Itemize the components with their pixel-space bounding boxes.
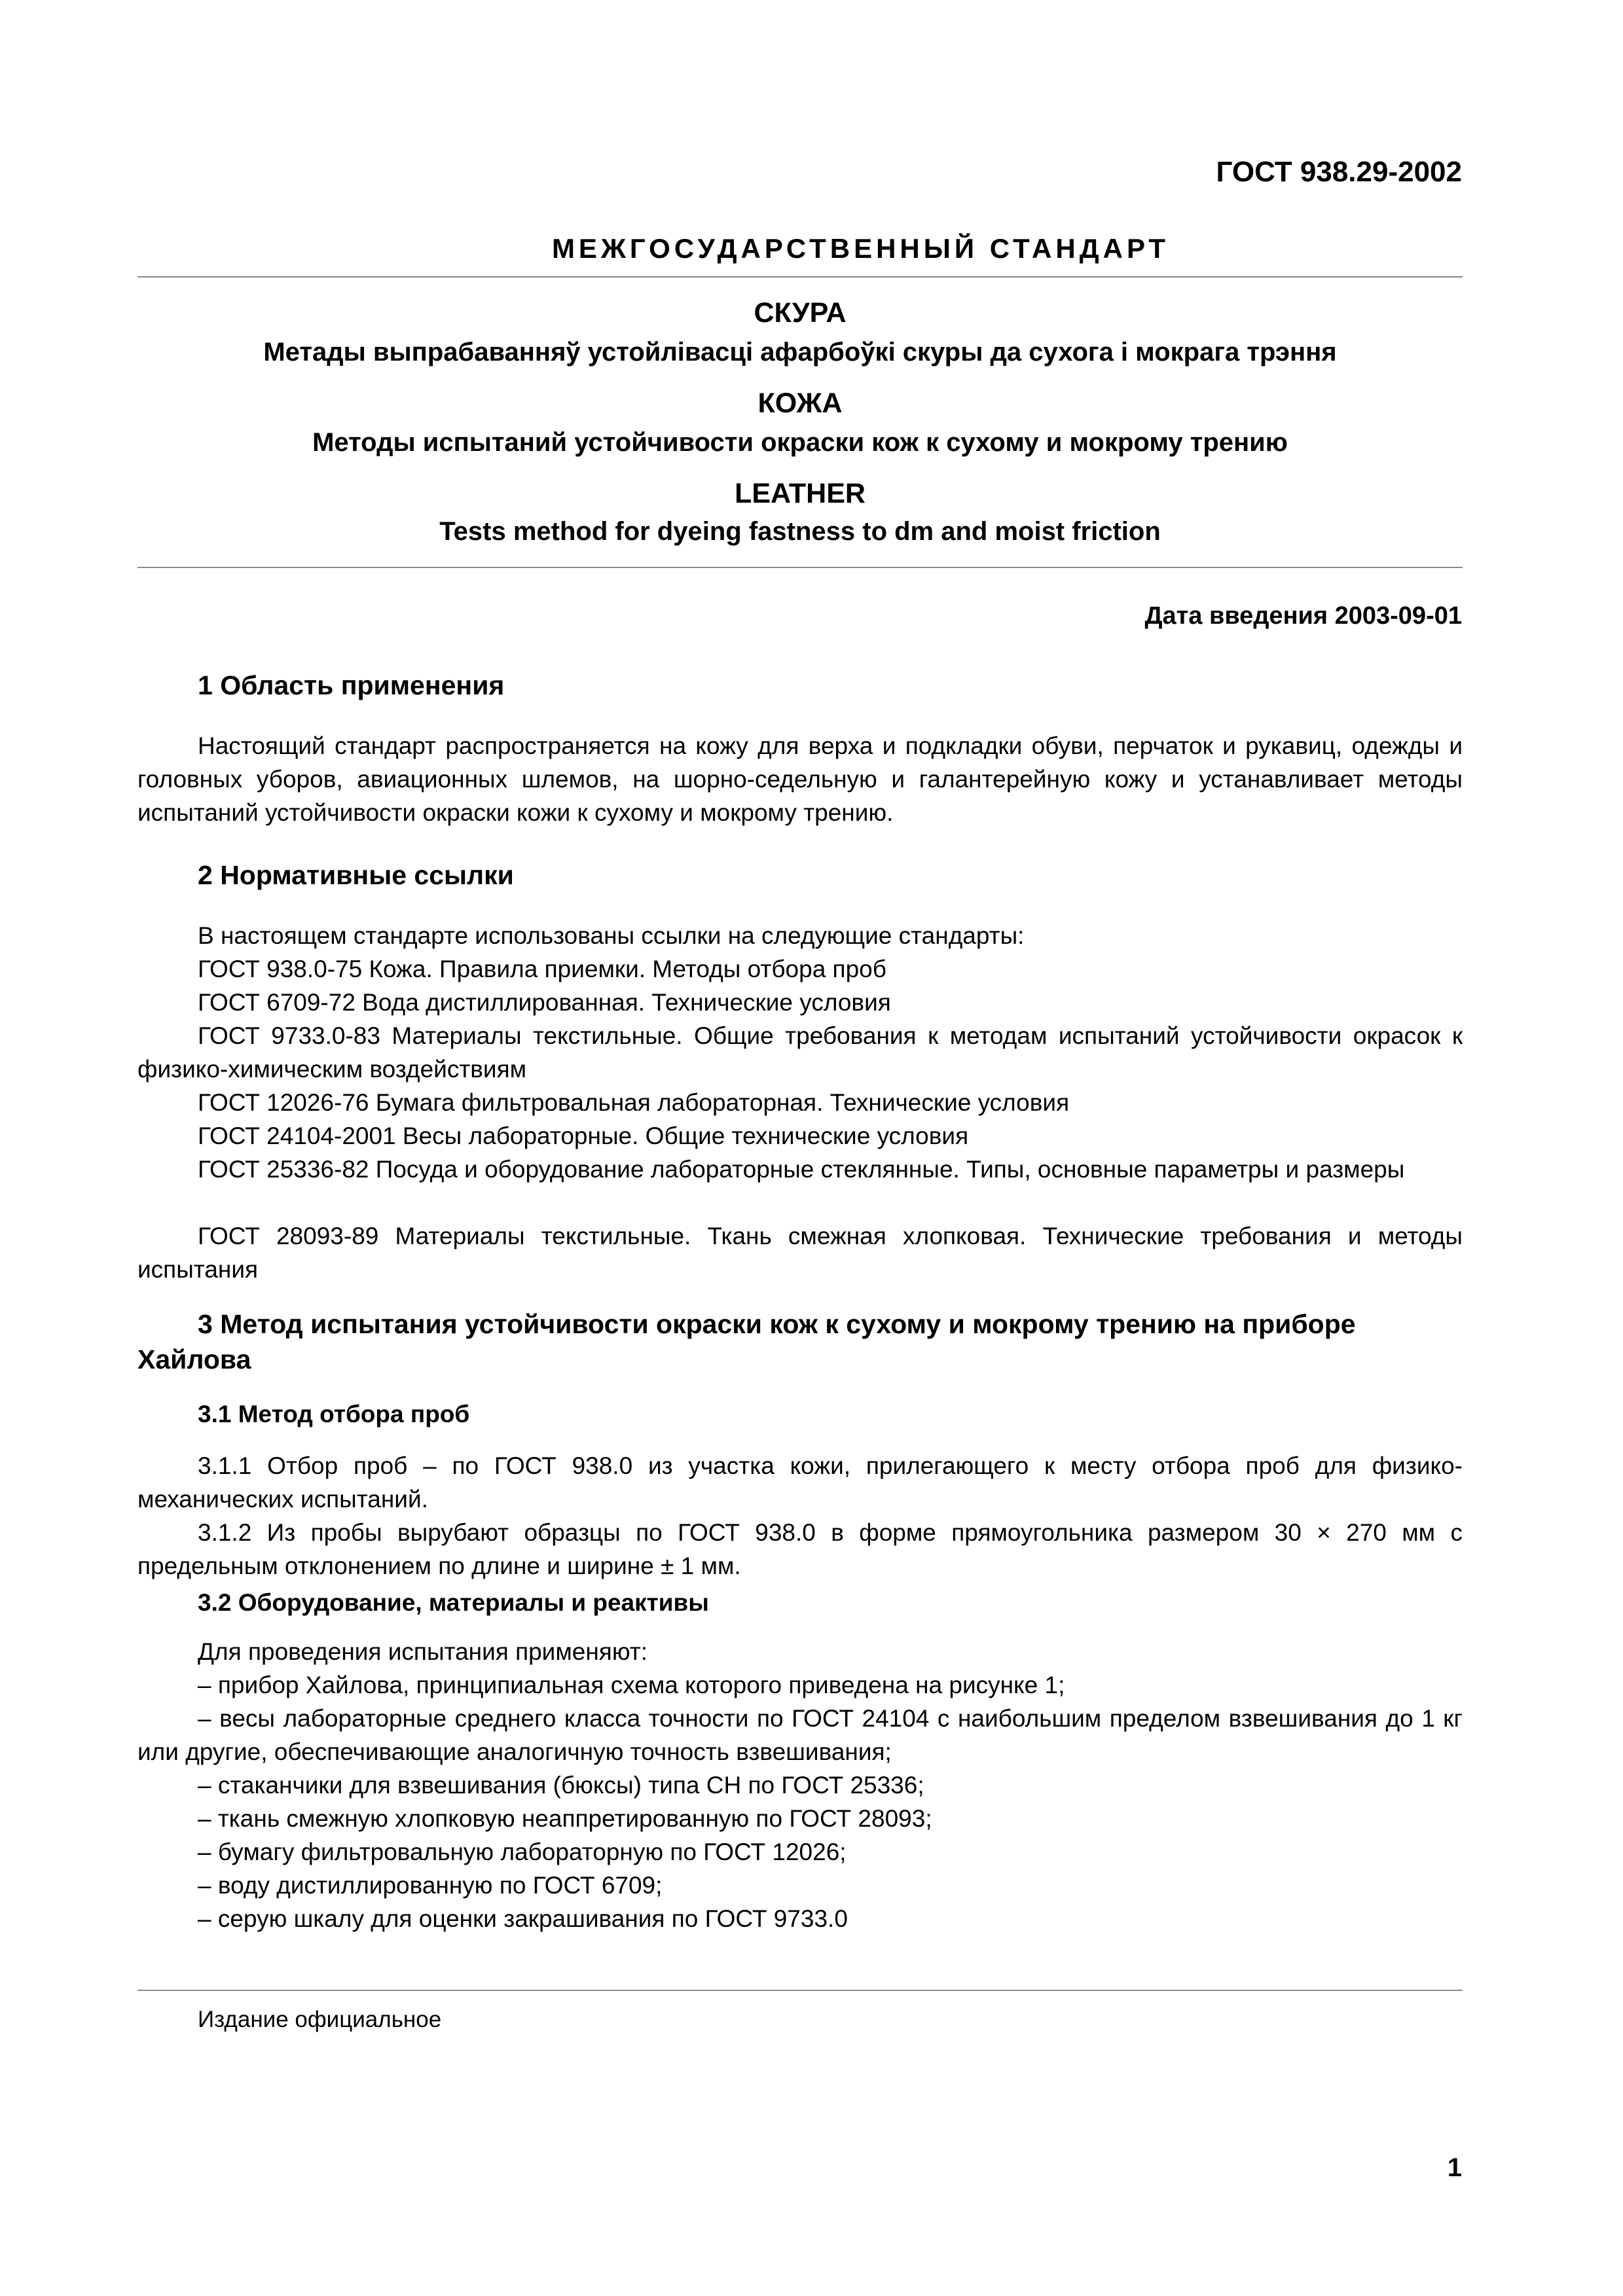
section-3-heading: 3 Метод испытания устойчивости окраски кож к сухому и мокрому трению на приборе Хайлова <box>137 1309 1356 1374</box>
section-2-intro: В настоящем стандарте использованы ссылки на следующие стандарты: <box>198 922 1025 949</box>
equipment-item: – воду дистиллированную по ГОСТ 6709; <box>198 1872 663 1899</box>
equipment-item: – серую шкалу для оценки закрашивания по ГОСТ 9733.0 <box>198 1905 848 1932</box>
official-edition-note: Издание официальное <box>198 2007 442 2032</box>
equipment-item: – стаканчики для взвешивания (бюксы) типа СН по ГОСТ 25336; <box>198 1772 924 1799</box>
introduction-date: Дата введения 2003-09-01 <box>1144 602 1462 630</box>
equipment-item: – прибор Хайлова, принципиальная схема которого приведена на рисунке 1; <box>198 1672 1065 1698</box>
divider-bottom <box>137 567 1463 568</box>
section-3-1-2-text: 3.1.2 Из пробы вырубают образцы по ГОСТ 938.0 в форме прямоугольника размером 30 × 270 мм с предельным отклонением по длине и ширине ± 1 мм. <box>137 1519 1463 1579</box>
reference-item: ГОСТ 9733.0-83 Материалы текстильные. Общие требования к методам испытаний устойчивости окрасок к физико-химическим воздействиям <box>137 1022 1463 1083</box>
equipment-item: – ткань смежную хлопковую неаппретированную по ГОСТ 28093; <box>198 1805 932 1832</box>
reference-item: ГОСТ 28093-89 Материалы текстильные. Ткань смежная хлопковая. Технические требования и методы испытания <box>137 1223 1463 1283</box>
section-3-1-1-text: 3.1.1 Отбор проб – по ГОСТ 938.0 из участка кожи, прилегающего к месту отбора проб для физико-механических испытаний. <box>137 1452 1463 1513</box>
section-2-heading: 2 Нормативные ссылки <box>198 860 514 890</box>
equipment-item: – бумагу фильтровальную лабораторную по ГОСТ 12026; <box>198 1839 847 1865</box>
equipment-item: – весы лабораторные среднего класса точности по ГОСТ 24104 с наибольшим пределом взвешивания до 1 кг или другие, обеспечивающие аналогичную точность взвешивания; <box>137 1705 1463 1765</box>
footer-divider <box>137 1990 1463 1991</box>
section-3-1-heading: 3.1 Метод отбора проб <box>198 1401 470 1427</box>
page-number: 1 <box>1447 2153 1462 2182</box>
document-number: ГОСТ 938.29-2002 <box>1216 156 1462 188</box>
section-1-text: Настоящий стандарт распространяется на кожу для верха и подкладки обуви, перчаток и рукавиц, одежды и головных уборов, авиационных шлемов, на шорно-седельную и галантерейную кожу и устанавливает методы испытаний устойчивости окраски кожи к сухому и мокрому трению. <box>137 732 1463 826</box>
reference-item: ГОСТ 938.0-75 Кожа. Правила приемки. Методы отбора проб <box>198 956 886 982</box>
title-by-heading: СКУРА <box>754 297 847 329</box>
section-1-heading: 1 Область применения <box>198 670 505 700</box>
reference-item: ГОСТ 12026-76 Бумага фильтровальная лабораторная. Технические условия <box>198 1089 1070 1116</box>
title-en-heading: LEATHER <box>735 478 866 509</box>
title-en-subtitle: Tests method for dyeing fastness to dm and moist friction <box>439 517 1161 546</box>
title-ru-heading: КОЖА <box>757 387 843 419</box>
standard-type: МЕЖГОСУДАРСТВЕННЫЙ СТАНДАРТ <box>551 233 1170 264</box>
reference-item: ГОСТ 6709-72 Вода дистиллированная. Технические условия <box>198 989 891 1016</box>
reference-item: ГОСТ 24104-2001 Весы лабораторные. Общие технические условия <box>198 1122 969 1149</box>
reference-item: ГОСТ 25336-82 Посуда и оборудование лабораторные стеклянные. Типы, основные параметры и размеры <box>198 1156 1405 1183</box>
title-by-subtitle: Метады выпрабаванняў устойлівасці афарбоўкі скуры да сухога і мокрага трэння <box>263 338 1337 367</box>
title-ru-subtitle: Методы испытаний устойчивости окраски кож к сухому и мокрому трению <box>312 428 1288 457</box>
section-3-2-heading: 3.2 Оборудование, материалы и реактивы <box>198 1589 709 1616</box>
divider-top <box>137 276 1463 278</box>
section-3-2-intro: Для проведения испытания применяют: <box>198 1638 647 1665</box>
